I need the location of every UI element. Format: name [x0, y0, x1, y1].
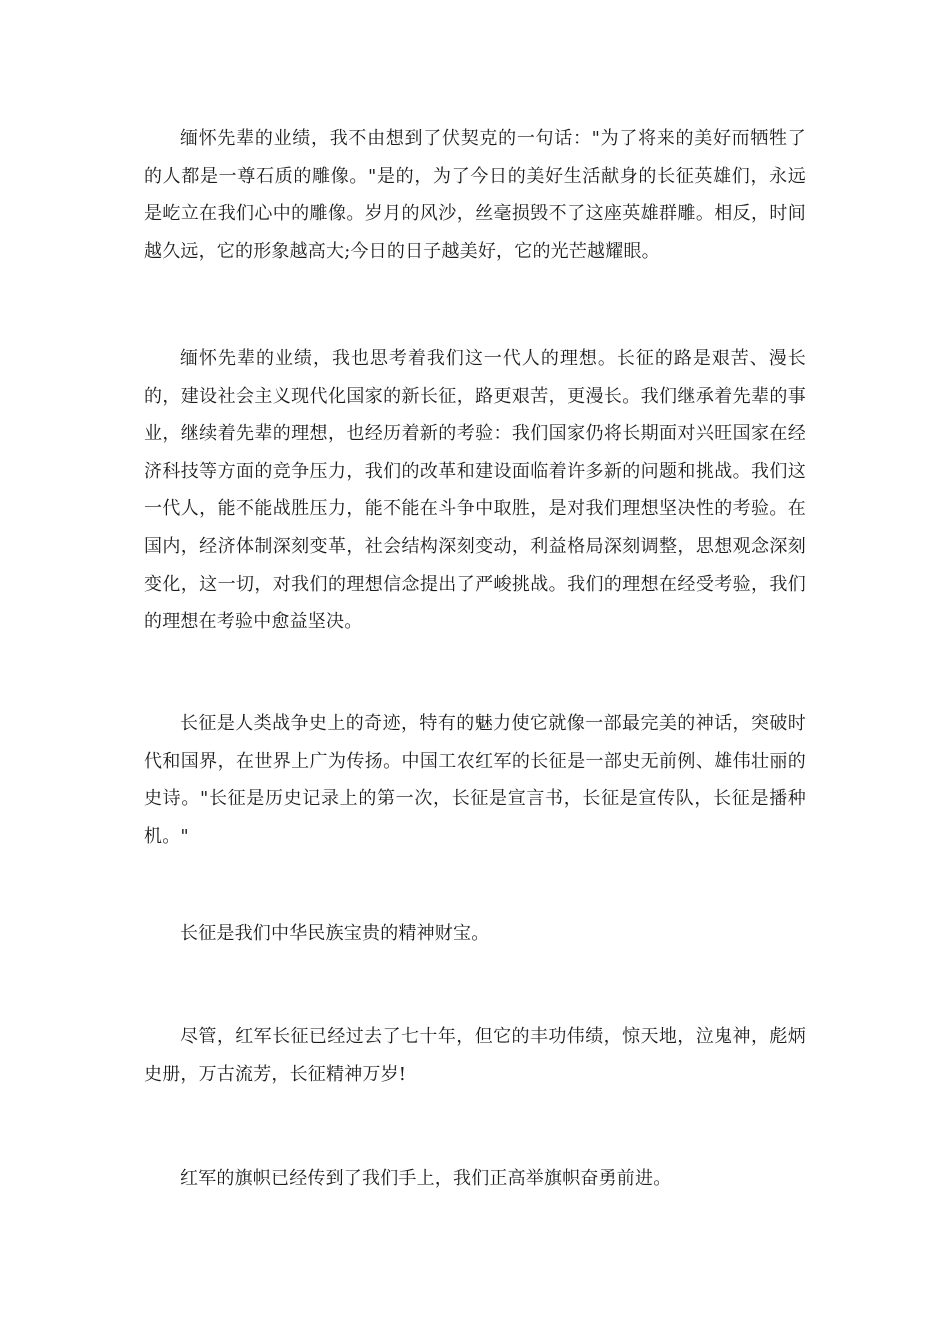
paragraph-2: 缅怀先辈的业绩，我也思考着我们这一代人的理想。长征的路是艰苦、漫长的，建设社会主义现代化国家的新长征，路更艰苦，更漫长。我们继承着先辈的事业，继续着先辈的理想，也经历着新的考验：我们国家仍将长期面对兴旺国家在经济科技等方面的竞争压力，我们的改革和建设面临着许多新的问题和挑战。我们这一代人，能不能战胜压力，能不能在斗争中取胜，是对我们理想坚决性的考验。在国内，经济体制深刻变革，社会结构深刻变动，利益格局深刻调整，思想观念深刻变化，这一切，对我们的理想信念提出了严峻挑战。我们的理想在经受考验，我们的理想在考验中愈益坚决。 [144, 348, 806, 633]
paragraph-3: 长征是人类战争史上的奇迹，特有的魅力使它就像一部最完美的神话，突破时代和国界，在世界上广为传扬。中国工农红军的长征是一部史无前例、雄伟壮丽的史诗。"长征是历史记录上的第一次，长征是宣言书，长征是宣传队，长征是播种机。" [144, 713, 806, 847]
paragraph-6: 红军的旗帜已经传到了我们手上，我们正高举旗帜奋勇前进。 [180, 1168, 672, 1189]
paragraph-4: 长征是我们中华民族宝贵的精神财宝。 [180, 923, 490, 944]
paragraph-1: 缅怀先辈的业绩，我不由想到了伏契克的一句话："为了将来的美好而牺牲了的人都是一尊石质的雕像。"是的，为了今日的美好生活献身的长征英雄们，永远是屹立在我们心中的雕像。岁月的风沙，丝毫损毁不了这座英雄群雕。相反，时间越久远，它的形象越高大;今日的日子越美好，它的光芒越耀眼。 [144, 128, 806, 262]
paragraph-5: 尽管，红军长征已经过去了七十年，但它的丰功伟绩，惊天地，泣鬼神，彪炳史册，万古流芳，长征精神万岁! [144, 1026, 806, 1085]
